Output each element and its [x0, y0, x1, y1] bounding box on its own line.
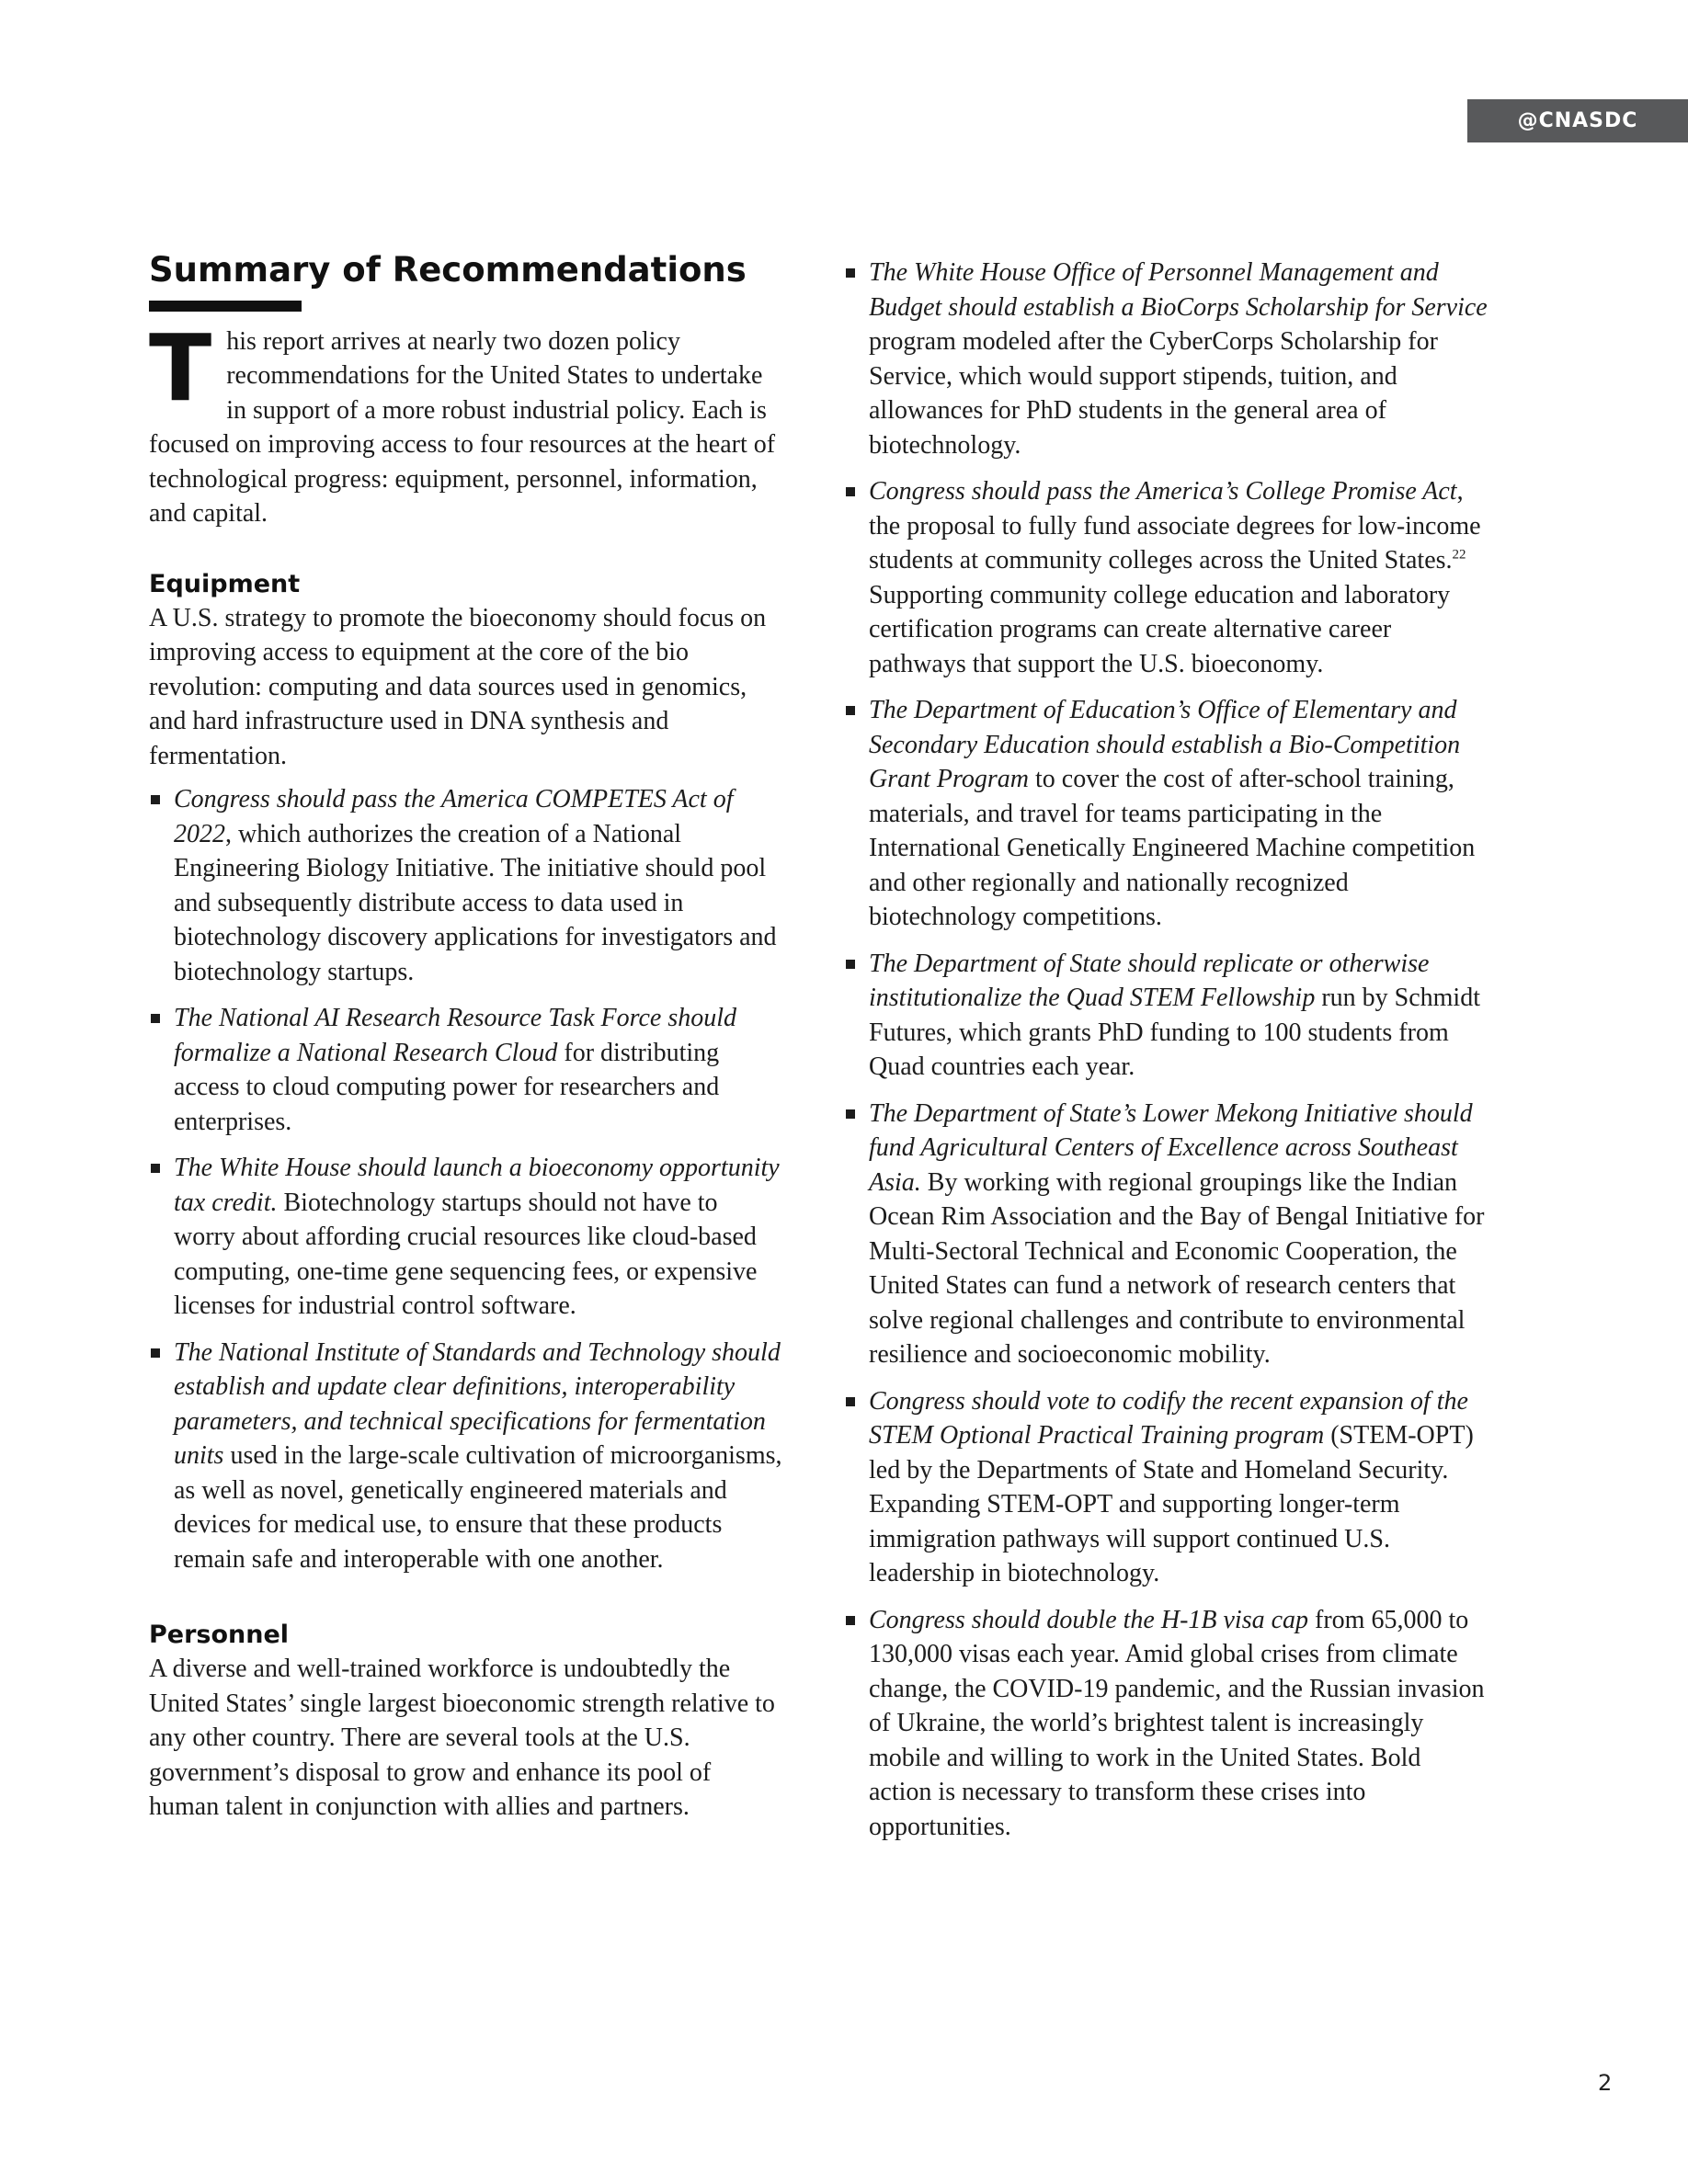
recommendation-text: (STEM-OPT) led by the Departments of State and Homeland Security. Expanding STEM-OPT and supporting longer-term immigration pathways will support continued U.S. leadership in biotechnology. [869, 1421, 1474, 1587]
recommendation-lead: The Department of State’s Lower Mekong Initiative should fund Agricultural Centers of Excellence across Southeast Asia. [869, 1098, 1473, 1197]
personnel-body: A diverse and well-trained workforce is undoubtedly the United States’ single largest bioeconomic strength relative to any other country. There are several tools at the U.S. government’s disposal to grow and enhance its pool of human talent in conjunction with allies and partners. [149, 1655, 775, 1822]
recommendation-text: By working with regional groupings like the Indian Ocean Rim Association and the Bay of Bengal Initiative for Multi-Sectoral Technical and Economic Cooperation, the United States can fund a network of research centers that solve regional challenges and contribute to environmental resilience and socioeconomic mobility. [869, 1167, 1485, 1369]
recommendation-text: Supporting community college education and laboratory certification programs can create alternative career pathways that support the U.S. bioeconomy. [869, 580, 1451, 678]
recommendation-text: for distributing access to cloud computing power for researchers and enterprises. [174, 1038, 720, 1136]
drop-cap: T [149, 313, 212, 422]
recommendation-text: to cover the cost of after-school training, materials, and travel for teams participating in the International Genetically Engineered Machine competition and other regionally and nationally recognized biotechnology competitions. [869, 765, 1476, 931]
equipment-body: A U.S. strategy to promote the bioeconomy should focus on improving access to equipment at the core of the bio revolution: computing and data sources used in genomics, and hard infrastructure used in DNA synthesis and fermentation. [149, 603, 767, 770]
recommendation-text: program modeled after the CyberCorps Scholarship for Service, which would support stipends, tuition, and allowances for PhD students in the general area of biotechnology. [869, 327, 1438, 460]
list-item [844, 1603, 1488, 1845]
recommendation-text: Biotechnology startups should not have to worry about affording crucial resources like cloud-based computing, one-time gene sequencing fees, or expensive licenses for industrial control software. [174, 1188, 758, 1321]
recommendation-lead: The White House should launch a bioeconomy opportunity tax credit. [174, 1154, 780, 1217]
list-item [844, 256, 1488, 462]
recommendation-lead: Congress should pass the America COMPETES Act of 2022 [174, 785, 734, 848]
equipment-list [149, 782, 783, 1576]
recommendation-lead: The White House Office of Personnel Management and Budget should establish a BioCorps Scholarship for Service [869, 258, 1488, 322]
list-item [844, 474, 1488, 681]
list-item [844, 693, 1488, 935]
list-item [844, 1384, 1488, 1591]
page-number: 2 [1598, 2070, 1613, 2096]
intro-paragraph [149, 313, 783, 531]
recommendation-text: run by Schmidt Futures, which grants PhD funding to 100 students from Quad countries each year. [869, 984, 1480, 1081]
list-item [844, 1097, 1488, 1372]
recommendation-lead: Congress should pass the America’s College Promise Act [869, 477, 1457, 506]
personnel-heading: Personnel [149, 1621, 290, 1650]
recommendation-lead: The Department of Education’s Office of Elementary and Secondary Education should establish a Bio-Competition Grant Program [869, 696, 1461, 793]
equipment-heading: Equipment [149, 569, 301, 598]
right-column [844, 256, 1488, 1856]
personnel-list [844, 256, 1488, 1844]
recommendation-text: , which authorizes the creation of a National Engineering Biology Initiative. The initiative should pool and subsequently distribute access to data used in biotechnology discovery applications for investigators and biotechnology startups. [174, 819, 777, 986]
list-item [844, 947, 1488, 1085]
recommendation-text: used in the large-scale cultivation of microorganisms, as well as novel, genetically engineered materials and devices for medical use, to ensure that these products remain safe and interoperable with one another. [174, 1441, 782, 1574]
title-underline [149, 301, 302, 312]
left-column [149, 246, 783, 1825]
footnote-reference[interactable]: 22 [1452, 547, 1466, 563]
recommendation-lead: Congress should vote to codify the recent expansion of the STEM Optional Practical Training program [869, 1386, 1468, 1450]
recommendation-text: , the proposal to fully fund associate degrees for low-income students at community colleges across the United States. [869, 477, 1481, 574]
recommendation-text: from 65,000 to 130,000 visas each year. Amid global crises from climate change, the COVID-19 pandemic, and the Russian invasion of Ukraine, the world’s brightest talent is increasingly mobile and willing to work in the United States. Bold action is necessary to transform these crises into opportunities. [869, 1605, 1485, 1841]
list-item [149, 1001, 783, 1139]
header-tag: @CNASDC [1467, 99, 1688, 142]
page-title: Summary of Recommendations [149, 250, 747, 290]
recommendation-lead: The National Institute of Standards and Technology should establish and update clear definitions, interoperability parameters, and technical specifications for fermentation units [174, 1337, 781, 1471]
recommendation-lead: The National AI Research Resource Task Force should formalize a National Research Cloud [174, 1004, 737, 1067]
intro-text: his report arrives at nearly two dozen policy recommendations for the United States to undertake in support of a more robust industrial policy. Each is focused on improving access to four resources at the heart of technological progress: equipment, personnel, information, and capital. [149, 326, 776, 529]
recommendation-lead: Congress should double the H-1B visa cap [869, 1605, 1309, 1634]
list-item [149, 1151, 783, 1324]
recommendation-lead: The Department of State should replicate or otherwise institutionalize the Quad STEM Fellowship [869, 949, 1430, 1012]
list-item [149, 1336, 783, 1577]
list-item [149, 782, 783, 989]
